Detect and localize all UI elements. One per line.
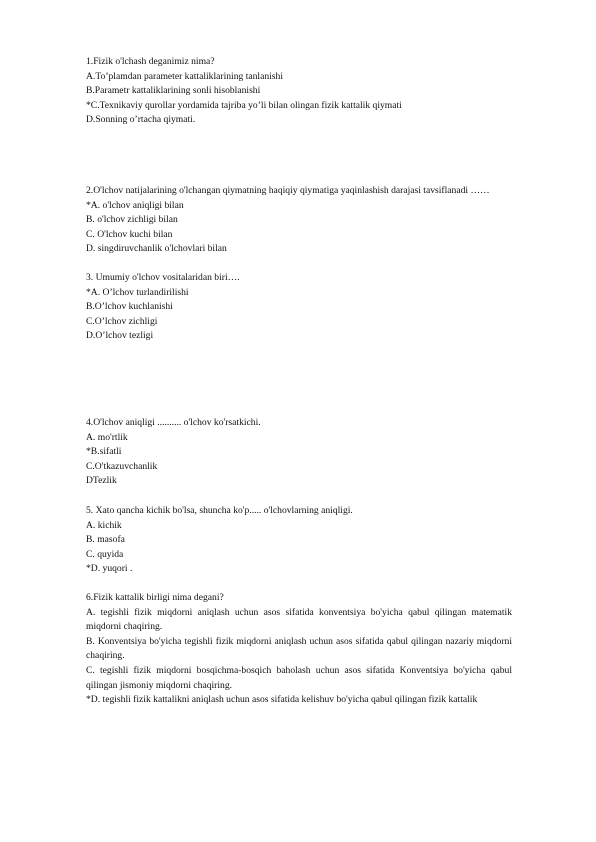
question-6-option-d: *D. tegishli fizik kattalikni aniqlash uchun asos sifatida kelishuv bo'yicha qabul qilingan fizik kattalik [86, 694, 478, 706]
question-2-option-b: B. o'lchov zichligi bilan [86, 214, 178, 226]
question-5 [86, 504, 512, 577]
question-1-text: 1.Fizik o'lchash deganimiz nima? [86, 56, 215, 67]
question-4 [86, 416, 512, 489]
question-6-option-b: B. Konventsiya bo'yicha tegishli fizik miqdorni aniqlash uchun asos sifatida qabul qilingan nazariy miqdorni chaqiring. [86, 635, 512, 662]
question-3-text: 3. Umumiy o'lchov vositalaridan biri…. [86, 272, 240, 283]
question-6 [86, 591, 512, 708]
question-3-option-c: C.O’lchov zichligi [86, 315, 158, 327]
question-6-text: 6.Fizik kattalik birligi nima degani? [86, 592, 224, 603]
question-6-option-a: A. tegishli fizik miqdorni aniqlash uchun asos sifatida konventsiya bo'yicha qabul qilingan matematik miqdorni chaqiring. [86, 606, 512, 633]
question-4-option-b: *B.sifatli [86, 446, 122, 458]
question-4-text: 4.O'lchov aniqligi .......... o'lchov ko'rsatkichi. [86, 417, 261, 428]
question-2-option-d: D. singdiruvchanlik o'lchovlari bilan [86, 243, 227, 255]
question-1-option-a: A.To’plamdan parameter kattaliklarining tanlanishi [86, 70, 283, 82]
question-5-option-b: B. masofa [86, 534, 125, 546]
question-1-option-b: B.Parametr kattaliklarining sonli hisoblanishi [86, 85, 261, 97]
question-4-option-d: DTezlik [86, 475, 117, 487]
question-5-option-c: C. quyida [86, 548, 124, 560]
question-5-option-a: A. kichik [86, 519, 122, 531]
question-4-option-a: A. mo'rtlik [86, 431, 128, 443]
question-3 [86, 271, 512, 344]
question-2-option-a: *A. o'lchov aniqligi bilan [86, 199, 184, 211]
question-5-text: 5. Xato qancha kichik bo'lsa, shuncha ko'p..... o'lchovlarning aniqligi. [86, 505, 353, 516]
question-3-option-a: *A. O’lchov turlandirilishi [86, 286, 189, 298]
question-4-option-c: C.O'tkazuvchanlik [86, 460, 158, 472]
question-2-text: 2.O'lchov natijalarining o'lchangan qiymatning haqiqiy qiymatiga yaqinlashish darajasi tavsiflanadi …… [86, 185, 490, 196]
question-1-option-d: D.Sonning o’rtacha qiymati. [86, 114, 196, 126]
question-6-option-c: C. tegishli fizik miqdorni bosqichma-bosqich baholash uchun asos sifatida Konventsiya bo'yicha qabul qilingan jismoniy miqdorni chaqiring. [86, 664, 512, 691]
question-2-option-c: C. O'lchov kuchi bilan [86, 228, 173, 240]
question-3-option-b: B.O’lchov kuchlanishi [86, 301, 173, 313]
question-2 [86, 184, 512, 257]
question-1 [86, 55, 512, 128]
question-5-option-d: *D. yuqori . [86, 563, 133, 575]
question-1-option-c: *C.Texnikaviy qurollar yordamida tajriba yo’li bilan olingan fizik kattalik qiymati [86, 99, 402, 111]
question-3-option-d: D.O’lchov tezligi [86, 330, 154, 342]
